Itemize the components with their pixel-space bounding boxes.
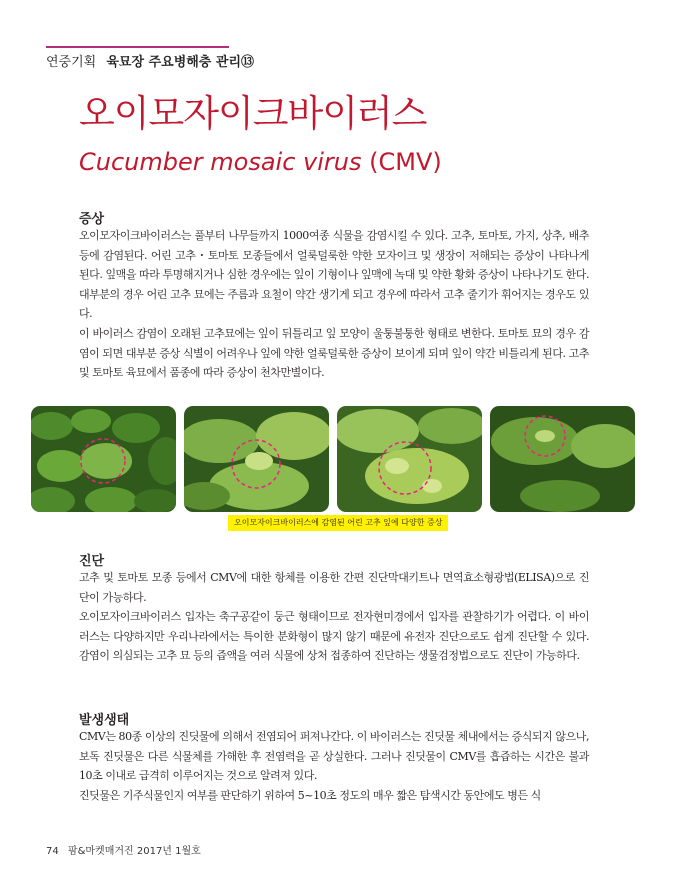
figure-caption: 오이모자이크바이러스에 감염된 어린 고추 잎에 다양한 증상	[228, 515, 448, 531]
section-heading-diagnosis: 진단	[79, 554, 105, 569]
pepper-leaf-photo	[184, 406, 329, 512]
running-header	[46, 51, 254, 70]
pepper-seedling-photo	[31, 406, 176, 512]
title-english-abbr: (CMV)	[369, 148, 442, 176]
page-footer	[46, 842, 201, 857]
section-heading-symptoms: 증상	[79, 212, 105, 227]
title-english-name: Cucumber mosaic virus	[79, 148, 362, 176]
magazine-issue: 팜&마켓매거진 2017년 1월호	[67, 846, 201, 857]
symptoms-paragraph-2: 이 바이러스 감염이 오래된 고추묘에는 잎이 뒤틀리고 잎 모양이 울퉁불퉁한 형태로 변한다. 토마토 묘의 경우 감염이 되면 대부분 증상 식별이 어려우나 잎에 약한 얼룩덜룩한 증상이 보이게 되며 잎이 약간 비틀리게 된다. 고추 및 토마토 육묘에서 품종에 따라 증상이 천차만별이다.	[79, 327, 589, 379]
header-topic: 육묘장 주요병해충 관리⑬	[106, 55, 255, 70]
symptoms-paragraph-1: 오이모자이크바이러스는 풀부터 나무들까지 1000여종 식물을 감염시킬 수 있다. 고추, 토마토, 가지, 상추, 배추 등에 감염된다. 어린 고추・토마토 모종들에서 얼룩덜룩한 약한 모자이크 및 생장이 저해되는 증상이 나타나게 된다. 잎맥을 따라 투명해지거나 심한 경우에는 잎이 기형이나 잎맥에 녹대 및 약한 황화 증상이 나타나기도 한다. 대부분의 경우 어린 고추 묘에는 주름과 요철이 약간 생기게 되고 경우에 따라서 고추 줄기가 휘어지는 경우도 있다.	[79, 229, 589, 320]
pepper-leaf-photo	[490, 406, 635, 512]
ecology-paragraph-1: CMV는 80종 이상의 진딧물에 의해서 전염되어 퍼져나간다. 이 바이러스는 진딧물 체내에서는 증식되지 않으나, 보독 진딧물은 다른 식물체를 가해한 후 전염력을 곧 상실한다. 그러나 진딧물이 CMV를 흡즙하는 시간은 불과 10초 이내로 급격히 이루어지는 것으로 알려져 있다.	[79, 730, 589, 782]
header-series: 연중기획	[46, 55, 97, 70]
ecology-paragraph-2: 진딧물은 기주식물인지 여부를 판단하기 위하여 5~10초 정도의 매우 짧은 탐색시간 동안에도 병든 식	[79, 789, 541, 802]
diagnosis-paragraph-1: 고추 및 토마토 모종 등에서 CMV에 대한 항체를 이용한 간편 진단막대키트나 면역효소형광법(ELISA)으로 진단이 가능하다.	[79, 571, 589, 604]
header-rule	[46, 46, 229, 48]
section-heading-ecology: 발생생태	[79, 713, 130, 728]
figure-photos	[31, 406, 636, 512]
article-title-korean: 오이모자이크바이러스	[79, 92, 427, 135]
article-title-english	[79, 146, 442, 178]
diagnosis-paragraph-2: 오이모자이크바이러스 입자는 축구공같이 둥근 형태이므로 전자현미경에서 입자를 관찰하기가 어렵다. 이 바이러스는 다양하지만 우리나라에서는 특이한 분화형이 많지 않기 때문에 유전자 진단으로도 쉽게 진단할 수 있다. 감염이 의심되는 고추 묘 등의 즙액을 여러 식물에 상처 접종하여 진단하는 생물검정법으로도 진단이 가능하다.	[79, 610, 589, 662]
pepper-leaf-photo	[337, 406, 482, 512]
page-number: 74	[46, 846, 59, 857]
